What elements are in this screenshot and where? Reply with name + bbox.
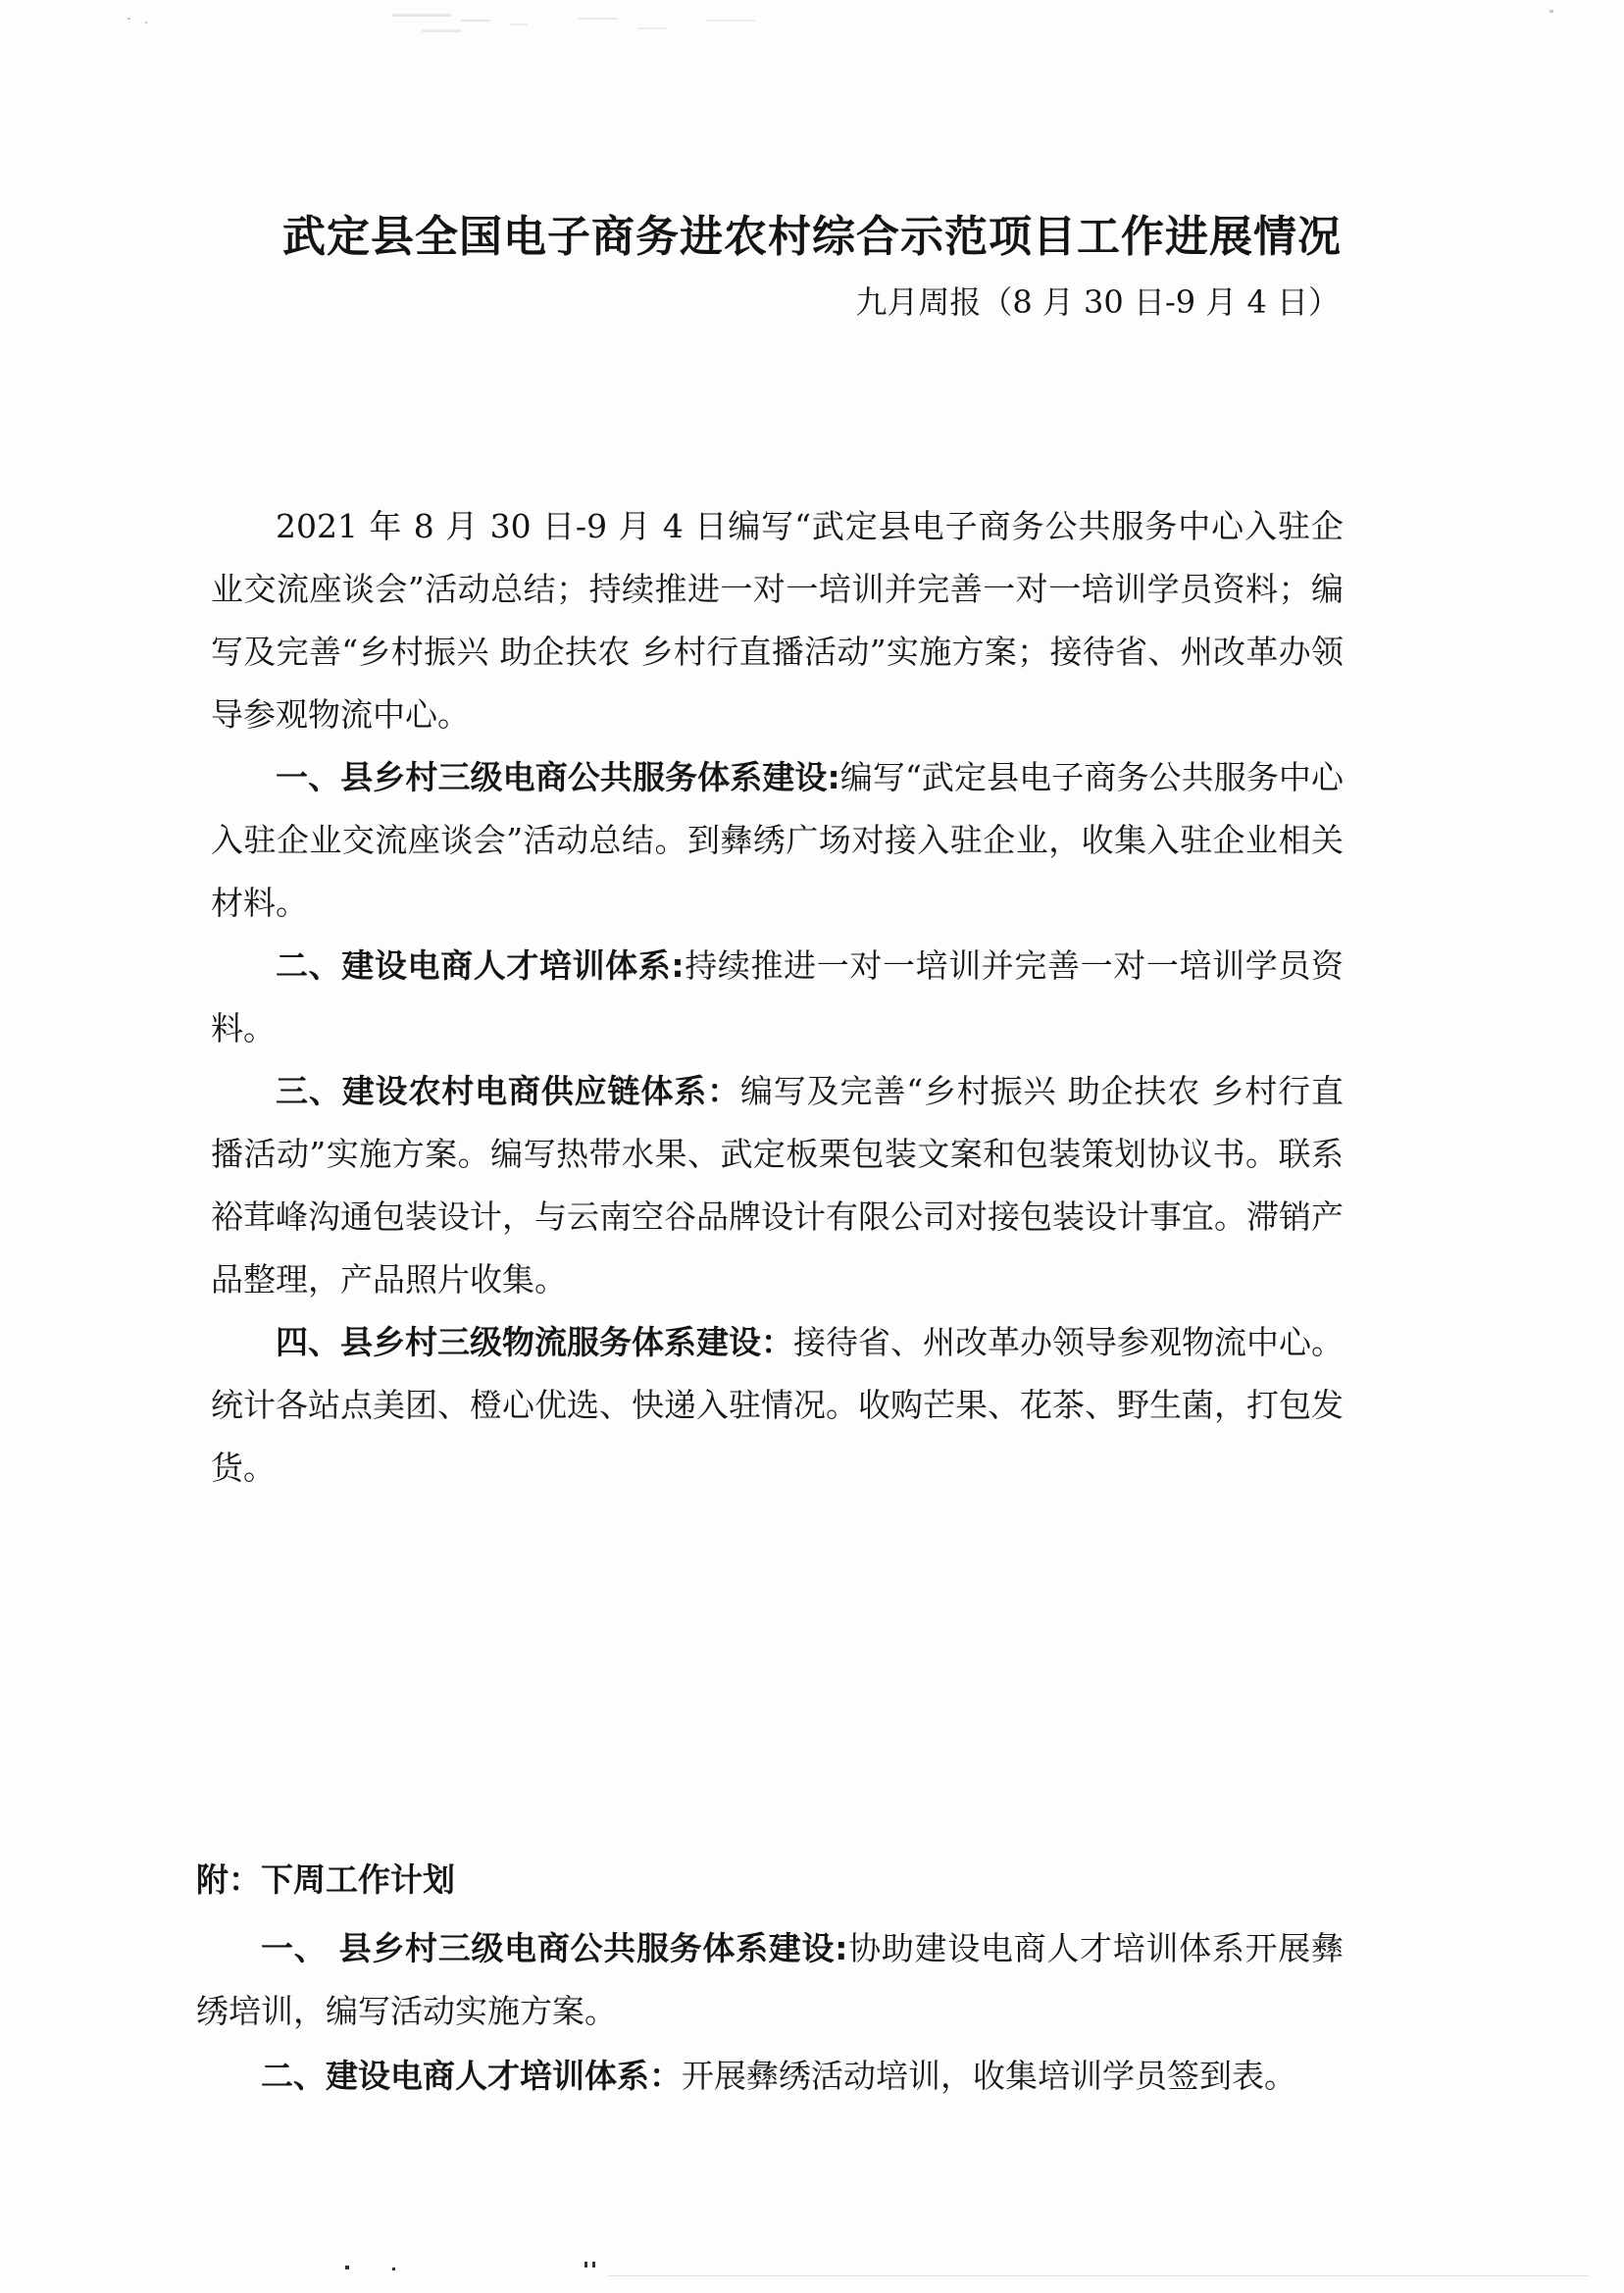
section-2-text: 持续推进一对一培训并完善一对一培训学员资料。 [211, 946, 1344, 1047]
appendix-title: 附：下周工作计划 [196, 1860, 455, 1899]
section-1 [211, 746, 1344, 935]
section-3-text: 编写及完善“乡村振兴 助企扶农 乡村行直播活动”实施方案。编写热带水果、武定板栗包装文案和包装策划协议书。联系裕茸峰沟通包装设计，与云南空谷品牌设计有限公司对接包装设计事宜。滞销产品整理，产品照片收集。 [211, 1072, 1345, 1299]
section-4 [211, 1311, 1344, 1500]
intro-text: 2021 年 8 月 30 日-9 月 4 日编写“武定县电子商务公共服务中心入驻企业交流座谈会”活动总结；持续推进一对一培训并完善一对一培训学员资料；编写及完善“乡村振兴 助企扶农 乡村行直播活动”实施方案；接待省、州改革办领导参观物流中心。 [211, 507, 1344, 734]
section-2 [211, 935, 1344, 1060]
plan-2-text: 开展彝绣活动培训，收集培训学员签到表。 [682, 2057, 1296, 2095]
plan-1-heading: 一、 县乡村三级电商公共服务体系建设: [261, 1929, 848, 1967]
plan-2 [196, 2045, 1344, 2108]
section-3 [211, 1060, 1344, 1311]
section-4-text: 接待省、州改革办领导参观物流中心。统计各站点美团、橙心优选、快递入驻情况。收购芒果、花茶、野生菌，打包发货。 [211, 1323, 1344, 1487]
document-subtitle: 九月周报（8 月 30 日-9 月 4 日） [855, 283, 1340, 321]
section-2-heading: 二、建设电商人才培训体系: [276, 946, 685, 985]
section-3-heading: 三、建设农村电商供应链体系： [276, 1072, 740, 1110]
scan-noise-marks [0, 0, 1624, 78]
intro-paragraph [211, 495, 1344, 746]
section-4-heading: 四、县乡村三级物流服务体系建设： [276, 1323, 793, 1361]
section-1-heading: 一、县乡村三级电商公共服务体系建设: [276, 758, 840, 796]
section-1-text: 编写“武定县电子商务公共服务中心入驻企业交流座谈会”活动总结。到彝绣广场对接入驻企业，收集入驻企业相关材料。 [211, 758, 1344, 922]
document-title: 武定县全国电子商务进农村综合示范项目工作进展情况 [282, 212, 1342, 262]
plan-1-text: 协助建设电商人才培训体系开展彝绣培训，编写活动实施方案。 [196, 1929, 1345, 2030]
plan-2-heading: 二、建设电商人才培训体系： [261, 2057, 682, 2095]
plan-1 [196, 1917, 1344, 2043]
scan-bottom-marks [0, 2246, 1624, 2285]
